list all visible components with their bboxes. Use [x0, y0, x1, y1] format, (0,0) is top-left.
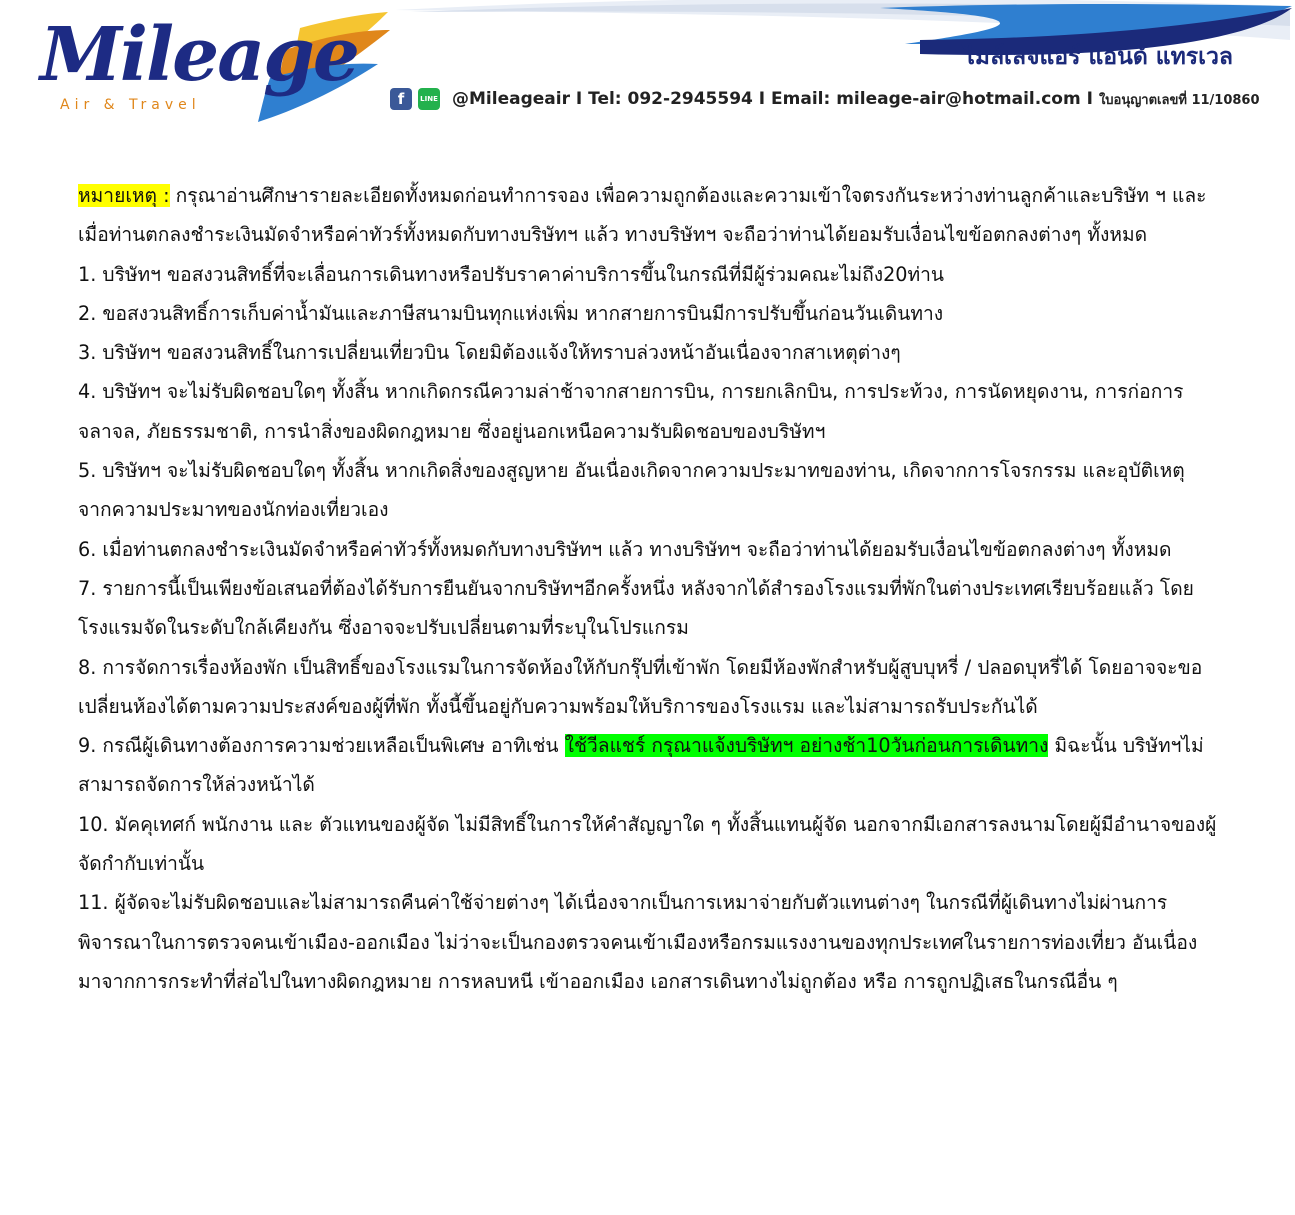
- logo-wordmark: Mileage: [40, 12, 358, 98]
- notes-intro: [78, 176, 1218, 255]
- term-item-2: 2. ขอสงวนสิทธิ์การเก็บค่าน้ำมันและภาษีสนามบินทุกแห่งเพิ่ม หากสายการบินมีการปรับขึ้นก่อนวันเดินทาง: [78, 301, 944, 325]
- term-item-4: 4. บริษัทฯ จะไม่รับผิดชอบใดๆ ทั้งสิ้น หากเกิดกรณีความล่าช้าจากสายการบิน, การยกเลิกบิน, การประท้วง, การนัดหยุดงาน, การก่อการจลาจล, ภัยธรรมชาติ, การนำสิ่งของผิดกฎหมาย ซึ่งอยู่นอกเหนือความรับผิดชอบของบริษัทฯ: [78, 380, 1184, 443]
- term-item-9-after: มิฉะนั้น บริษัทฯไม่สามารถจัดการให้ล่วงหน้าได้: [78, 734, 1204, 797]
- notes-intro-text: กรุณาอ่านศึกษารายละเอียดทั้งหมดก่อนทำการจอง เพื่อความถูกต้องและความเข้าใจตรงกันระหว่างท่านลูกค้าและบริษัท ฯ และเมื่อท่านตกลงชำระเงินมัดจำหรือค่าทัวร์ทั้งหมดกับทางบริษัทฯ แล้ว ทางบริษัทฯ จะถือว่าท่านได้ยอมรับเงื่อนไขข้อตกลงต่างๆ ทั้งหมด: [78, 184, 1207, 247]
- term-item-9: [78, 726, 1218, 805]
- term-item-6: 6. เมื่อท่านตกลงชำระเงินมัดจำหรือค่าทัวร์ทั้งหมดกับทางบริษัทฯ แล้ว ทางบริษัทฯ จะถือว่าท่านได้ยอมรับเงื่อนไขข้อตกลงต่างๆ ทั้งหมด: [78, 537, 1172, 561]
- header-banner: [0, 0, 1295, 140]
- term-item-7: 7. รายการนี้เป็นเพียงข้อเสนอที่ต้องได้รับการยืนยันจากบริษัทฯอีกครั้งหนึ่ง หลังจากได้สำรองโรงแรมที่พักในต่างประเทศเรียบร้อยแล้ว โดยโรงแรมจัดในระดับใกล้เคียงกัน ซึ่งอาจจะปรับเปลี่ยนตามที่ระบุในโปรแกรม: [78, 576, 1194, 640]
- term-item-8: 8. การจัดการเรื่องห้องพัก เป็นสิทธิ์ของโรงแรมในการจัดห้องให้กับกรุ๊ปที่เข้าพัก โดยมีห้องพักสำหรับผู้สูบบุหรี่ / ปลอดบุหรี่ได้ โดยอาจจะขอเปลี่ยนห้องได้ตามความประสงค์ของผู้ที่พัก ทั้งนี้ขึ้นอยู่กับความพร้อมให้บริการของโรงแรม และไม่สามารถรับประกันได้: [78, 655, 1203, 718]
- contact-row: [390, 88, 1260, 110]
- term-item-9-highlight: ใช้วีลแชร์ กรุณาแจ้งบริษัทฯ อย่างช้า10วันก่อนการเดินทาง: [564, 734, 1049, 758]
- term-item-10: 10. มัคคุเทศก์ พนักงาน และ ตัวแทนของผู้จัด ไม่มีสิทธิ์ในการให้คำสัญญาใด ๆ ทั้งสิ้นแทนผู้จัด นอกจากมีเอกสารลงนามโดยผู้มีอำนาจของผู้จัดกำกับเท่านั้น: [78, 812, 1217, 876]
- facebook-icon[interactable]: f: [390, 88, 412, 110]
- term-item-5: 5. บริษัทฯ จะไม่รับผิดชอบใดๆ ทั้งสิ้น หากเกิดสิ่งของสูญหาย อันเนื่องเกิดจากความประมาทของท่าน, เกิดจากการโจรกรรม และอุบัติเหตุจากความประมาทของนักท่องเที่ยวเอง: [78, 459, 1185, 522]
- line-icon[interactable]: LINE: [418, 88, 440, 110]
- term-item-9-before: 9. กรณีผู้เดินทางต้องการความช่วยเหลือเป็นพิเศษ อาทิเช่น: [78, 734, 565, 758]
- logo-tagline: Air & Travel: [60, 97, 201, 113]
- term-item-1: 1. บริษัทฯ ขอสงวนสิทธิ์ที่จะเลื่อนการเดินทางหรือปรับราคาค่าบริการขึ้นในกรณีที่มีผู้ร่วมคณะไม่ถึง20ท่าน: [78, 262, 945, 286]
- company-name-thai: ไมล์เลจแอร์ แอนด์ แทรเวล: [963, 44, 1233, 70]
- license-number: ใบอนุญาตเลขที่ 11/10860: [1098, 92, 1260, 108]
- term-item-3: 3. บริษัทฯ ขอสงวนสิทธิ์ในการเปลี่ยนเที่ยวบิน โดยมิต้องแจ้งให้ทราบล่วงหน้าอันเนื่องจากสาเหตุต่างๆ: [78, 341, 901, 365]
- contact-info: @Mileageair I Tel: 092-2945594 I Email: mileage-air@hotmail.com I: [452, 89, 1093, 109]
- notes-label: หมายเหตุ :: [78, 184, 170, 207]
- terms-notes: [78, 176, 1218, 1001]
- term-item-11: 11. ผู้จัดจะไม่รับผิดชอบและไม่สามารถคืนค่าใช้จ่ายต่างๆ ได้เนื่องจากเป็นการเหมาจ่ายกับตัวแทนต่างๆ ในกรณีที่ผู้เดินทางไม่ผ่านการพิจารณาในการตรวจคนเข้าเมือง-ออกเมือง ไม่ว่าจะเป็นกองตรวจคนเข้าเมืองหรือกรมแรงงานของทุกประเทศในรายการท่องเที่ยว อันเนื่องมาจากการกระทำที่ส่อไปในทางผิดกฎหมาย การหลบหนี เข้าออกเมือง เอกสารเดินทางไม่ถูกต้อง หรือ การถูกปฏิเสธในกรณีอื่น ๆ: [78, 891, 1198, 993]
